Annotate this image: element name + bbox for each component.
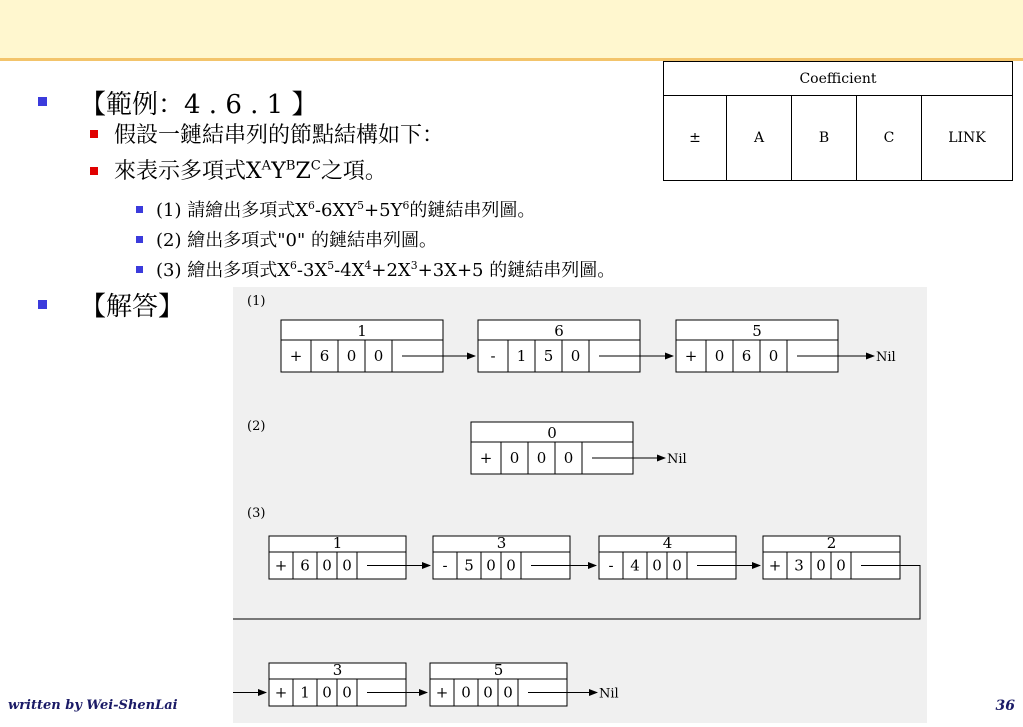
node-coefficient-label: 5 [752,322,762,340]
node-coefficient-label: 3 [496,534,507,552]
node-coefficient-label: 1 [332,534,343,552]
node-c-label: 0 [342,556,352,575]
node-b-label: 0 [536,449,547,467]
polynomial-term-text: 來表示多項式$X^AY^BZ^C$之項。 [114,158,387,184]
node-sign-label: + [274,683,288,702]
field-c: C [857,96,922,181]
node-c-label: 0 [672,556,682,575]
link-field: LINK [922,96,1013,181]
nil-label: Nil [667,452,687,467]
bullet-icon [136,206,143,213]
field-a: A [727,96,792,181]
node-c-label: 0 [563,449,574,467]
node-coefficient-label: 5 [493,661,504,679]
answer-heading: 【解答】 [80,292,185,322]
node-coefficient-label: 4 [662,534,673,552]
node-sign-label: + [479,449,493,467]
linked-list-diagram [233,287,927,723]
nil-label: Nil [599,686,619,702]
bullet-icon [38,97,47,106]
node-c-label: 0 [373,347,384,365]
node-sign-label: + [435,683,449,702]
node-a-label: 6 [319,347,330,365]
node-coefficient-label: 6 [554,322,564,340]
nil-label: Nil [876,350,896,365]
node-structure-intro: 假設一鏈結串列的節點結構如下： [114,123,445,148]
bullet-icon [38,300,47,309]
node-a-label: 4 [630,556,640,575]
node-a-label: 6 [300,556,310,575]
node-a-label: 0 [714,347,725,365]
node-c-label: 0 [342,683,352,702]
example-title: 【範例：4 . 6 . 1 】 [80,90,318,120]
node-a-label: 0 [461,683,471,702]
node-sign-label: + [289,347,303,365]
node-c-label: 0 [506,556,516,575]
node-b-label: 6 [741,347,752,365]
node-b-label: 0 [322,683,332,702]
bullet-icon [90,130,98,138]
node-coefficient-label: 1 [357,322,367,340]
page-number: 36 [995,698,1015,714]
field-b: B [792,96,857,181]
question-2: (2) 繪出多項式"0" 的鏈結串列圖。 [156,230,437,251]
node-b-label: 0 [486,556,496,575]
node-sign-label: - [490,347,496,365]
node-sign-label: - [608,556,614,575]
node-structure-table [663,61,1013,181]
node-a-label: 1 [516,347,527,365]
node-a-label: 0 [509,449,520,467]
node-c-label: 0 [503,683,513,702]
sign-field: ± [664,96,727,181]
node-b-label: 0 [816,556,826,575]
footer-author: written by Wei-ShenLai [8,698,178,713]
node-c-label: 0 [570,347,581,365]
node-b-label: 0 [322,556,332,575]
node-a-label: 1 [300,683,310,702]
node-a-label: 5 [464,556,474,575]
bullet-icon [136,236,143,243]
node-coefficient-label: 2 [826,534,837,552]
node-a-label: 3 [794,556,804,575]
node-coefficient-label: 0 [547,424,557,442]
part-1-label: (1) [247,294,266,309]
part-3-label: (3) [247,506,266,521]
node-sign-label: - [442,556,448,575]
bullet-icon [90,167,98,175]
node-b-label: 0 [652,556,662,575]
node-coefficient-label: 3 [332,661,343,679]
bullet-icon [136,266,143,273]
node-c-label: 0 [768,347,779,365]
node-c-label: 0 [836,556,846,575]
node-b-label: 5 [543,347,554,365]
node-sign-label: + [684,347,698,365]
linked-list-figure [233,287,927,723]
coefficient-header: Coefficient [664,62,1013,96]
question-1: (1) 請繪出多項式$X^6-6XY^5+5Y^6$的鏈結串列圖。 [156,199,536,221]
node-sign-label: + [274,556,288,575]
header-band [0,0,1023,61]
node-b-label: 0 [483,683,493,702]
part-2-label: (2) [247,419,266,434]
question-3: (3) 繪出多項式$X^6-3X^5-4X^4+2X^3+3X+5$ 的鏈結串列圖。 [156,259,616,281]
node-sign-label: + [768,556,782,575]
node-b-label: 0 [346,347,357,365]
